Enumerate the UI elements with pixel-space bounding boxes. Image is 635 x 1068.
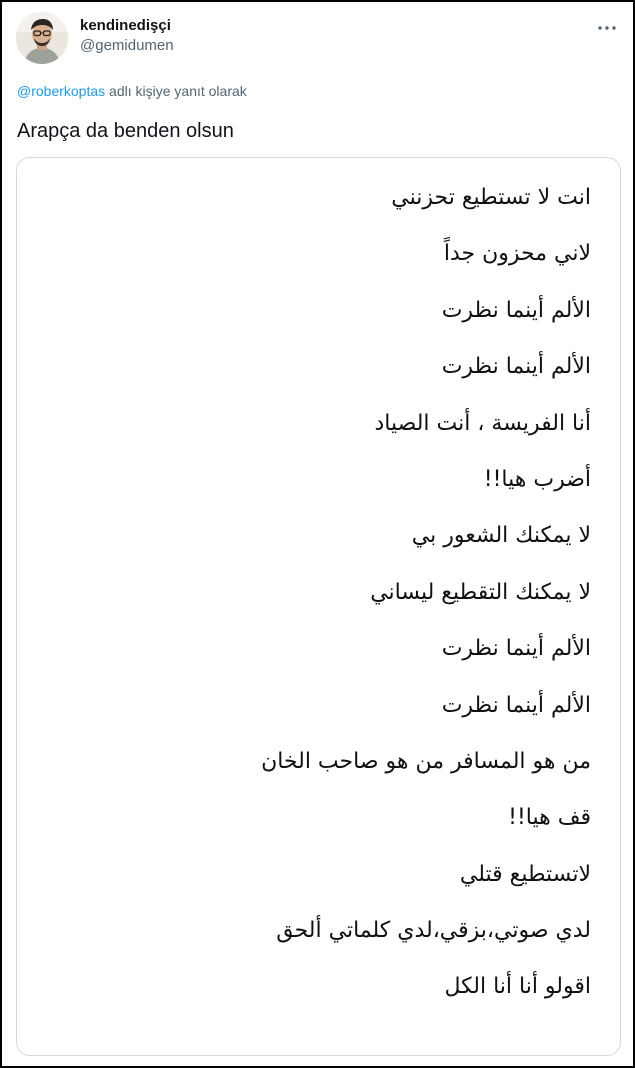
reply-suffix: adlı kişiye yanıt olarak bbox=[105, 83, 247, 99]
lyric-line: لا يمكنك الشعور بي bbox=[411, 523, 591, 549]
lyric-line: الألم أينما نظرت bbox=[441, 692, 591, 718]
lyric-line: أضرب هيا!! bbox=[483, 466, 591, 492]
lyric-line: من هو المسافر من هو صاحب الخان bbox=[261, 748, 591, 774]
lyric-line: قف هيا!! bbox=[508, 805, 591, 831]
lyric-line: اقولو أنا أنا الكل bbox=[444, 974, 591, 1000]
lyric-line: لاني محزون جداً bbox=[443, 241, 591, 267]
avatar[interactable] bbox=[16, 12, 68, 64]
lyrics-list bbox=[261, 170, 591, 1016]
attached-image[interactable] bbox=[16, 157, 621, 1056]
lyric-line: لدي صوتي،بزقي،لدي كلماتي ألحق bbox=[276, 918, 591, 944]
user-handle[interactable]: @gemidumen bbox=[80, 37, 174, 54]
tweet-text: Arapça da benden olsun bbox=[17, 120, 234, 142]
lyric-line: الألم أينما نظرت bbox=[441, 297, 591, 323]
display-name[interactable]: kendinedişçi bbox=[80, 17, 171, 34]
lyric-line: لا يمكنك التقطيع ليساني bbox=[370, 579, 591, 605]
lyric-line: أنا الفريسة ، أنت الصياد bbox=[374, 410, 591, 436]
lyric-line: لاتستطيع قتلي bbox=[459, 861, 591, 887]
reply-mention-link[interactable]: @roberkoptas bbox=[17, 83, 106, 99]
user-names bbox=[80, 16, 174, 56]
lyric-line: الألم أينما نظرت bbox=[441, 636, 591, 662]
reply-context bbox=[17, 82, 247, 100]
lyric-line: الألم أينما نظرت bbox=[441, 354, 591, 380]
lyric-line: انت لا تستطيع تحزنني bbox=[391, 185, 591, 210]
avatar-illustration bbox=[16, 12, 68, 64]
tweet-header bbox=[16, 12, 621, 68]
more-horizontal-icon[interactable] bbox=[595, 16, 619, 40]
